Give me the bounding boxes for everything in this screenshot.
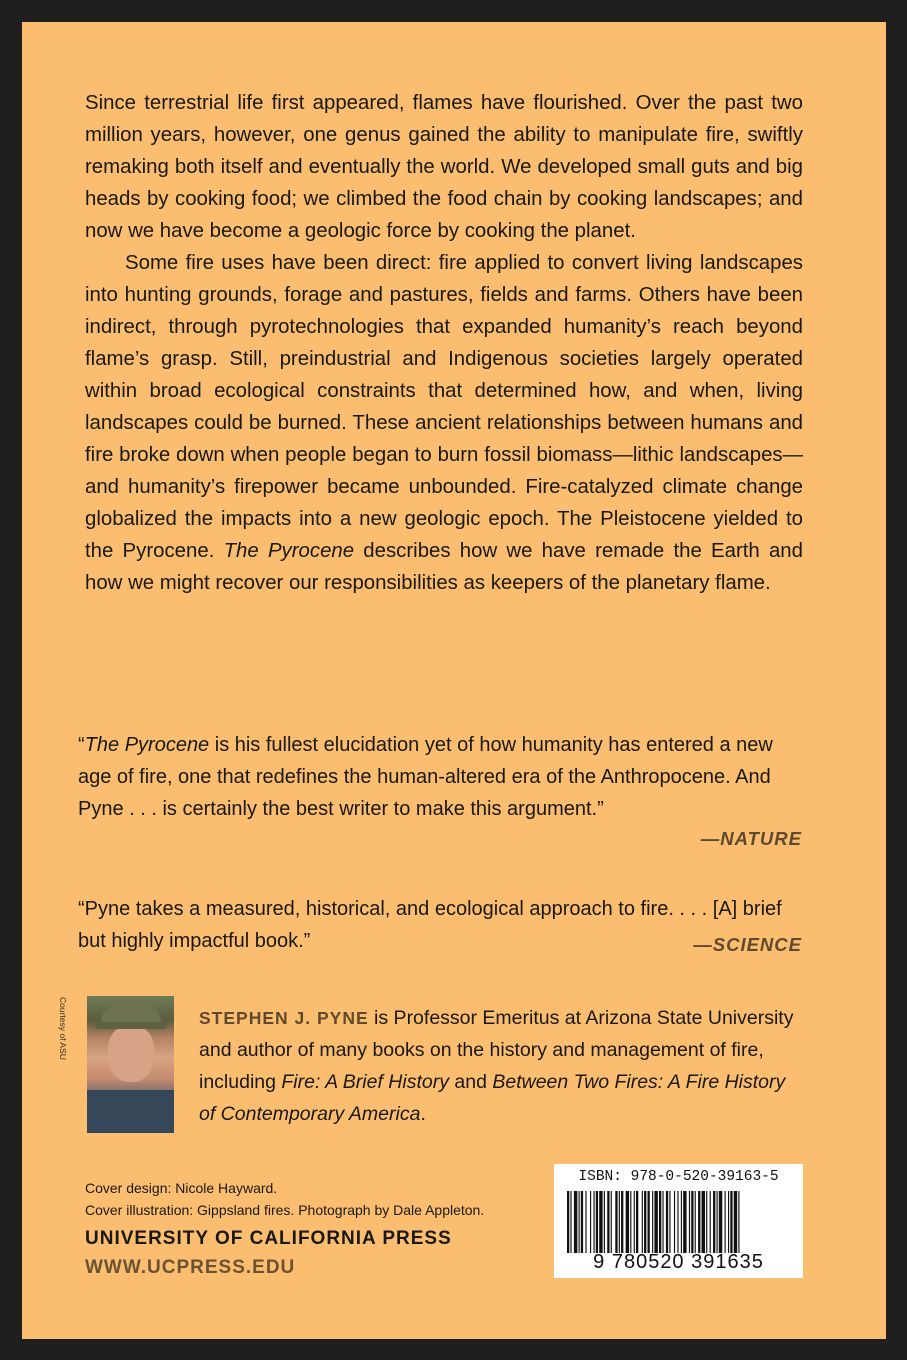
publisher-block (85, 1224, 452, 1282)
cover-credits (85, 1177, 484, 1221)
description-paragraph-2: Some fire uses have been direct: fire applied to convert living landscapes into hunting grounds, forage and pastures, fields and farms. Others have been indirect, through pyrotechnologies that expanded humanity’s reach beyond flame’s grasp. Still, preindustrial and Indigenous societies largely operated within broad ecological constraints that determined how, and when, living landscapes could be burned. These ancient relationships between humans and fire broke down when people began to burn fossil biomass—lithic landscapes—and humanity’s firepower became unbounded. Fire-catalyzed climate change globalized the impacts into a new geologic epoch. The Pleistocene yielded to the Pyrocene. The Pyrocene describes how we have remade the Earth and how we might recover our responsibilities as keepers of the planetary flame. (85, 252, 803, 594)
review-quote-nature: “The Pyrocene is his fullest elucidation yet of how humanity has entered a new age of fire, one that redefines the human-altered era of the Anthropocene. And Pyne . . . is certainly the best writer to make this argument.” (78, 734, 773, 820)
barcode-digits: 9 780520 391635 (593, 1251, 764, 1273)
publisher-name: UNIVERSITY OF CALIFORNIA PRESS (85, 1228, 452, 1249)
quote-source-science: —SCIENCE (693, 934, 802, 955)
author-name: STEPHEN J. PYNE (199, 1008, 369, 1028)
book-title-italic: The Pyrocene (223, 540, 355, 562)
barcode-bars (567, 1191, 790, 1253)
book-description (85, 87, 803, 599)
isbn-label: ISBN: 978-0-520-39163-5 (578, 1169, 779, 1185)
quote-source-nature: —NATURE (700, 828, 802, 849)
author-photo (87, 996, 174, 1133)
cover-design-credit: Cover design: Nicole Hayward. (85, 1180, 278, 1196)
review-quote-science: “Pyne takes a measured, historical, and ecological approach to fire. . . . [A] brief but highly impactful book.” (78, 898, 782, 952)
back-cover (22, 22, 886, 1339)
cover-illustration-credit: Cover illustration: Gippsland fires. Photograph by Dale Appleton. (85, 1202, 485, 1218)
author-bio: STEPHEN J. PYNE is Professor Emeritus at Arizona State University and author of many books on the history and management of fire, including Fire: A Brief History and Between Two Fires: A Fire History of Contemporary America. (199, 1007, 794, 1125)
description-paragraph-1: Since terrestrial life first appeared, flames have flourished. Over the past two million years, however, one genus gained the ability to manipulate fire, swiftly remaking both itself and eventually the world. We developed small guts and big heads by cooking food; we climbed the food chain by cooking landscapes; and now we have become a geologic force by cooking the planet. (85, 92, 803, 242)
photo-credit: Courtesy of ASU (58, 997, 68, 1060)
isbn-barcode (554, 1164, 803, 1278)
publisher-url[interactable]: WWW.UCPRESS.EDU (85, 1257, 296, 1278)
